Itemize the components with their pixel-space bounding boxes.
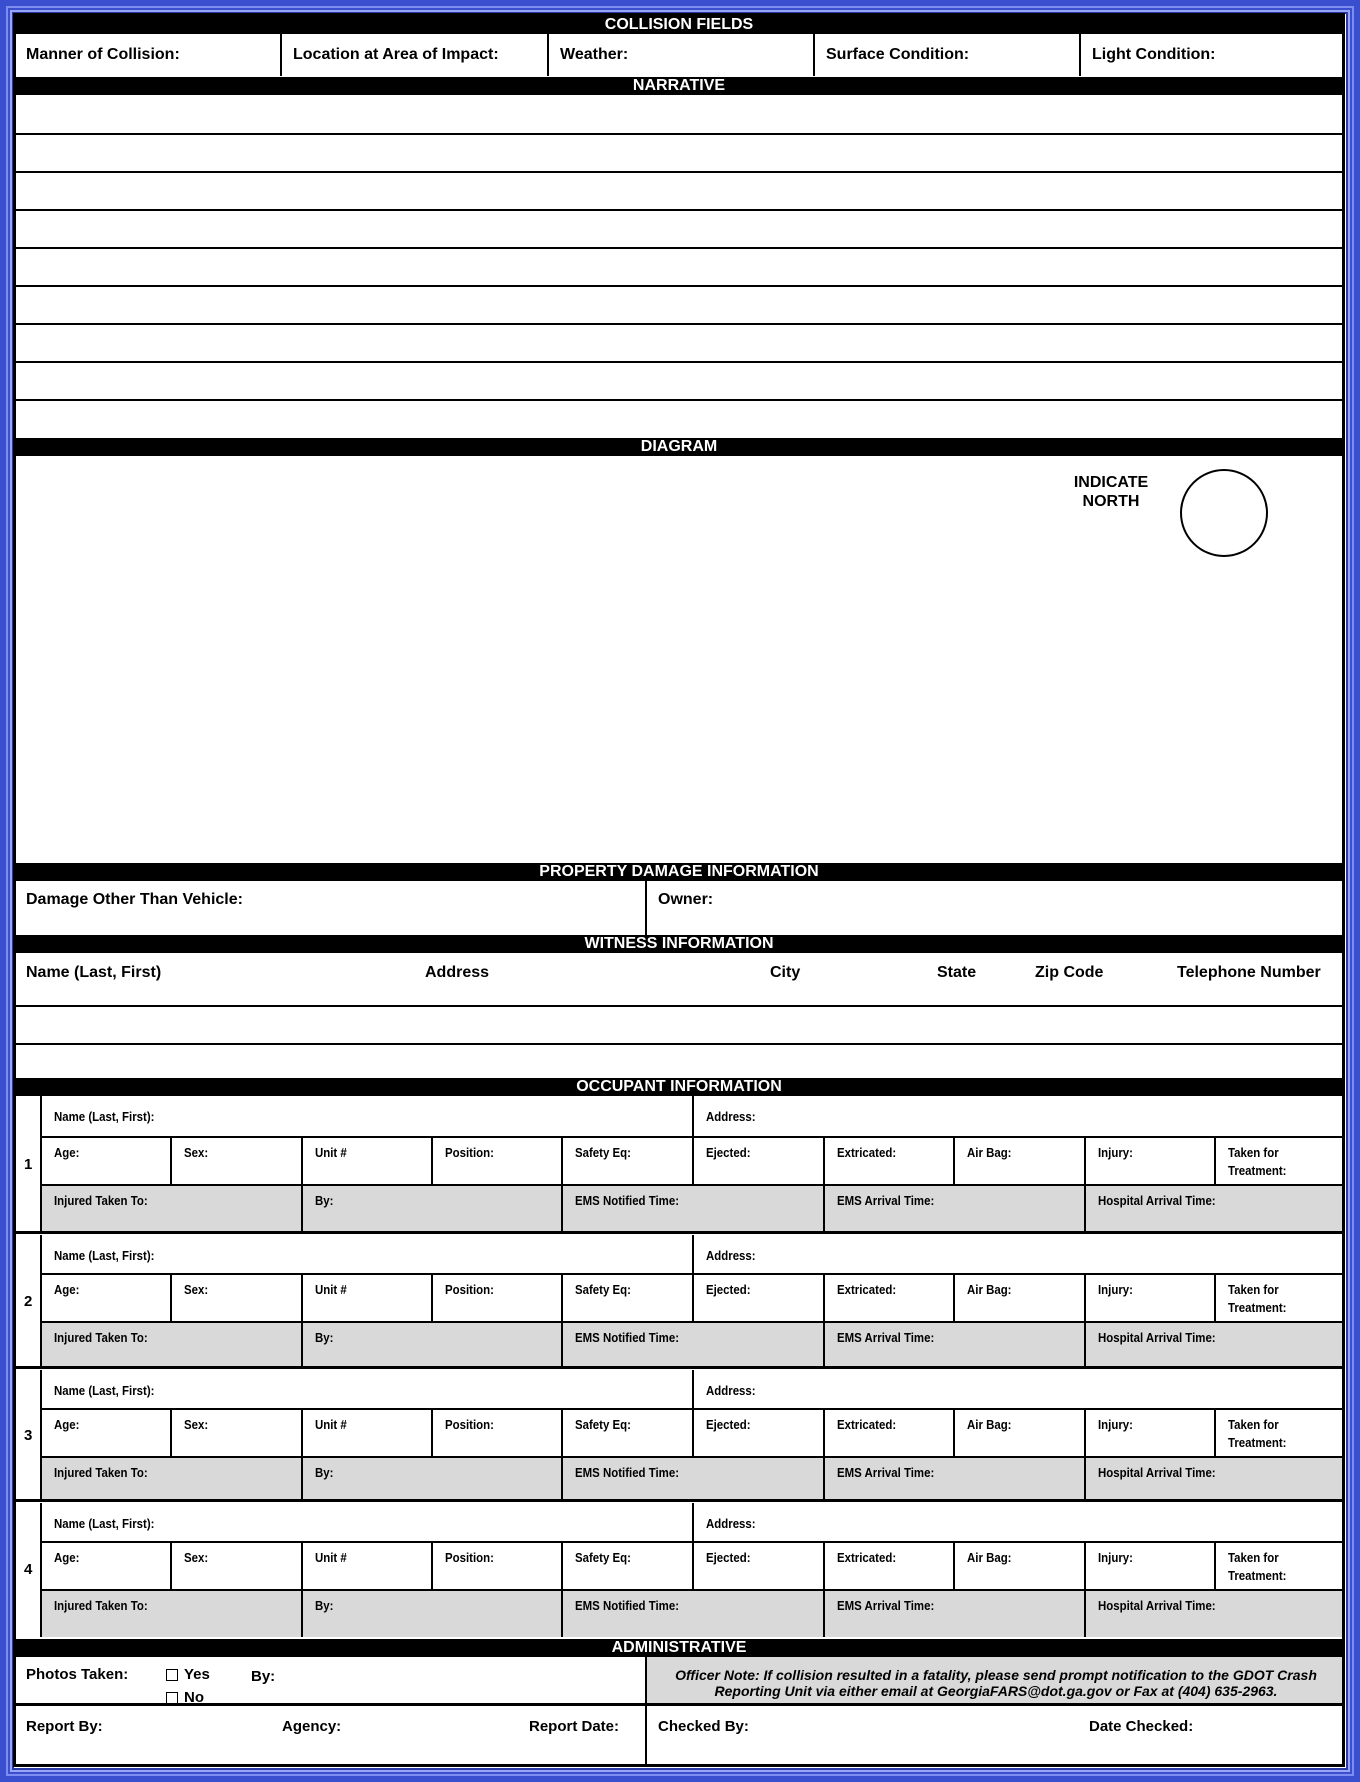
occupant-age-label: Age: [54,1145,80,1160]
witness-zip-column: Zip Code [1035,964,1104,981]
occupant-ems_notified-field[interactable] [575,1464,693,1482]
witness-address-column: Address [425,964,490,981]
occupant-ems_notified-field[interactable] [575,1329,693,1347]
occupant-extricated-field[interactable] [837,1416,904,1434]
occupant-ems_arrival-field[interactable] [837,1329,948,1347]
occupant-hospital-label: Hospital Arrival Time: [1098,1193,1216,1208]
narrative-text-area[interactable] [16,95,1342,455]
occupant-number: 3 [24,1426,33,1444]
checked-by-field[interactable]: Checked By: [658,1718,749,1735]
occupant-unit-field[interactable] [315,1416,351,1434]
occupant-age-label: Age: [54,1550,80,1565]
occupant-name-label: Name (Last, First): [54,1248,155,1263]
occupant-injured_to-field[interactable] [54,1464,160,1482]
occupant-safety-field[interactable] [575,1549,639,1567]
occupant-age-field[interactable] [54,1281,83,1299]
photos-yes-checkbox[interactable] [166,1669,178,1681]
photos-by-field[interactable]: By: [251,1668,276,1685]
witness-row-1[interactable] [16,1007,1342,1043]
light-condition-field[interactable]: Light Condition: [1092,46,1216,63]
witness-name-column: Name (Last, First) [26,964,162,981]
occupant-position-label: Position: [445,1145,494,1160]
occupant-injury-label: Injury: [1098,1282,1133,1297]
occupant-ejected-label: Ejected: [706,1282,751,1297]
occupant-ems_arrival-label: EMS Arrival Time: [837,1465,935,1480]
officer-note: Officer Note: If collision resulted in a fatality, please send prompt notification to the GDOT Crash Reporting Unit via either email at GeorgiaFARS@dot.ga.gov or Fax at (404) 635-2963. [675,1667,1317,1699]
diagram-header: DIAGRAM [16,438,1342,456]
occupant-age-label: Age: [54,1282,80,1297]
taken-line2: Treatment: [1228,1300,1287,1315]
occupant-ems_arrival-label: EMS Arrival Time: [837,1330,935,1345]
occupant-airbag-label: Air Bag: [967,1550,1012,1565]
occupant-ems_notified-field[interactable] [575,1192,693,1210]
occupant-hospital-label: Hospital Arrival Time: [1098,1330,1216,1345]
occupant-by-label: By: [315,1598,334,1613]
agency-field[interactable]: Agency: [282,1718,342,1735]
occupant-taken-for-treatment-field[interactable] [1228,1416,1294,1452]
occupant-ems_arrival-field[interactable] [837,1192,948,1210]
occupant-ejected-field[interactable] [706,1416,757,1434]
occupant-position-label: Position: [445,1282,494,1297]
occupant-position-field[interactable] [445,1549,501,1567]
occupant-ejected-label: Ejected: [706,1145,751,1160]
occupant-safety-label: Safety Eq: [575,1550,631,1565]
occupant-injury-field[interactable] [1098,1144,1138,1162]
occupant-name-label: Name (Last, First): [54,1383,155,1398]
occupant-sex-field[interactable] [184,1144,211,1162]
indicate-north-line1: INDICATE [1073,474,1149,491]
occupant-ejected-field[interactable] [706,1281,757,1299]
occupant-ems_notified-field[interactable] [575,1597,693,1615]
occupant-ems_arrival-label: EMS Arrival Time: [837,1193,935,1208]
occupant-safety-field[interactable] [575,1416,639,1434]
occupant-injury-label: Injury: [1098,1145,1133,1160]
photos-no-label: No [184,1689,204,1706]
weather-field[interactable]: Weather: [560,46,629,63]
occupant-by-field[interactable] [315,1597,336,1615]
occupant-taken-for-treatment-field[interactable] [1228,1549,1294,1585]
occupant-ems_notified-label: EMS Notified Time: [575,1465,680,1480]
administrative-header: ADMINISTRATIVE [16,1639,1342,1657]
collision-fields-header: COLLISION FIELDS [16,16,1342,34]
occupant-safety-field[interactable] [575,1144,639,1162]
occupant-sex-label: Sex: [184,1145,209,1160]
diagram-drawing-area[interactable] [16,456,1342,861]
occupant-ejected-field[interactable] [706,1549,757,1567]
occupant-unit-label: Unit # [315,1282,347,1297]
witness-state-column: State [937,964,977,981]
occupant-by-label: By: [315,1330,334,1345]
occupant-hospital-label: Hospital Arrival Time: [1098,1598,1216,1613]
occupant-sex-field[interactable] [184,1416,211,1434]
occupant-sex-label: Sex: [184,1282,209,1297]
occupant-address-field[interactable] [706,1515,762,1533]
occupant-airbag-field[interactable] [967,1416,1018,1434]
report-by-field[interactable]: Report By: [26,1718,103,1735]
date-checked-field[interactable]: Date Checked: [1089,1718,1194,1735]
report-date-field[interactable]: Report Date: [529,1718,620,1735]
occupant-hospital-field[interactable] [1098,1329,1232,1347]
occupant-injury-field[interactable] [1098,1549,1138,1567]
occupant-injury-label: Injury: [1098,1417,1133,1432]
occupant-unit-label: Unit # [315,1550,347,1565]
occupant-address-field[interactable] [706,1247,762,1265]
occupant-injury-field[interactable] [1098,1416,1138,1434]
occupant-injury-field[interactable] [1098,1281,1138,1299]
north-compass-circle[interactable] [1180,469,1268,557]
occupant-sex-field[interactable] [184,1281,211,1299]
manner-of-collision-field[interactable]: Manner of Collision: [26,46,180,63]
taken-line2: Treatment: [1228,1163,1287,1178]
surface-condition-field[interactable]: Surface Condition: [826,46,970,63]
witness-phone-column: Telephone Number [1177,964,1321,981]
indicate-north-line2: NORTH [1082,493,1140,510]
occupant-by-field[interactable] [315,1192,336,1210]
occupant-injury-label: Injury: [1098,1550,1133,1565]
occupant-taken-for-treatment-field[interactable] [1228,1144,1294,1180]
occupant-ems_arrival-field[interactable] [837,1464,948,1482]
crash-report-form [13,13,1345,1767]
occupant-number: 4 [24,1561,33,1578]
photos-yes-label: Yes [184,1666,210,1683]
occupant-age-label: Age: [54,1417,80,1432]
occupant-injured_to-field[interactable] [54,1597,160,1615]
occupant-unit-field[interactable] [315,1549,351,1567]
occupant-hospital-field[interactable] [1098,1464,1232,1482]
occupant-ems_arrival-label: EMS Arrival Time: [837,1598,935,1613]
property-owner-field[interactable]: Owner: [658,891,714,908]
witness-city-column: City [770,964,801,981]
occupant-age-field[interactable] [54,1144,83,1162]
occupant-unit-label: Unit # [315,1417,347,1432]
occupant-unit-field[interactable] [315,1144,351,1162]
occupant-address-label: Address: [706,1109,756,1124]
occupant-address-label: Address: [706,1248,756,1263]
occupant-address-field[interactable] [706,1382,762,1400]
occupant-unit-field[interactable] [315,1281,351,1299]
occupant-taken-for-treatment-field[interactable] [1228,1281,1294,1317]
occupant-safety-label: Safety Eq: [575,1417,631,1432]
occupant-sex-label: Sex: [184,1417,209,1432]
occupant-safety-field[interactable] [575,1281,639,1299]
occupant-extricated-label: Extricated: [837,1550,897,1565]
photos-no-option[interactable] [166,1689,204,1706]
occupant-injured_to-field[interactable] [54,1192,160,1210]
occupant-injured_to-label: Injured Taken To: [54,1465,148,1480]
occupant-position-field[interactable] [445,1416,501,1434]
occupant-name-field[interactable] [54,1247,168,1265]
occupant-position-label: Position: [445,1550,494,1565]
taken-line2: Treatment: [1228,1435,1287,1450]
occupant-name-field[interactable] [54,1382,168,1400]
taken-line1: Taken for [1228,1550,1279,1565]
occupant-hospital-field[interactable] [1098,1597,1232,1615]
taken-line1: Taken for [1228,1145,1279,1160]
occupant-sex-field[interactable] [184,1549,211,1567]
occupant-extricated-field[interactable] [837,1144,904,1162]
occupant-ems_notified-label: EMS Notified Time: [575,1193,680,1208]
occupant-injured_to-label: Injured Taken To: [54,1598,148,1613]
occupant-by-label: By: [315,1193,334,1208]
occupant-extricated-label: Extricated: [837,1417,897,1432]
occupant-age-field[interactable] [54,1416,83,1434]
occupant-airbag-field[interactable] [967,1281,1018,1299]
occupant-hospital-label: Hospital Arrival Time: [1098,1465,1216,1480]
occupant-extricated-field[interactable] [837,1549,904,1567]
taken-line1: Taken for [1228,1417,1279,1432]
occupant-airbag-field[interactable] [967,1549,1018,1567]
occupant-ejected-field[interactable] [706,1144,757,1162]
occupant-number: 1 [24,1155,33,1173]
photos-yes-option[interactable] [166,1666,210,1683]
occupant-injured_to-label: Injured Taken To: [54,1330,148,1345]
occupant-address-field[interactable] [706,1108,762,1126]
occupant-sex-label: Sex: [184,1550,209,1565]
photos-no-checkbox[interactable] [166,1692,178,1704]
occupant-extricated-field[interactable] [837,1281,904,1299]
occupant-address-label: Address: [706,1383,756,1398]
occupant-by-field[interactable] [315,1464,336,1482]
occupant-extricated-label: Extricated: [837,1282,897,1297]
occupant-by-label: By: [315,1465,334,1480]
occupant-ejected-label: Ejected: [706,1417,751,1432]
occupant-injured_to-label: Injured Taken To: [54,1193,148,1208]
taken-line2: Treatment: [1228,1568,1287,1583]
occupant-ems_arrival-field[interactable] [837,1597,948,1615]
photos-taken-label: Photos Taken: [26,1666,129,1683]
occupant-address-label: Address: [706,1516,756,1531]
occupant-extricated-label: Extricated: [837,1145,897,1160]
occupant-position-field[interactable] [445,1281,501,1299]
occupant-airbag-field[interactable] [967,1144,1018,1162]
occupant-unit-label: Unit # [315,1145,347,1160]
occupant-airbag-label: Air Bag: [967,1282,1012,1297]
occupant-name-field[interactable] [54,1515,168,1533]
occupant-safety-label: Safety Eq: [575,1282,631,1297]
property-damage-header: PROPERTY DAMAGE INFORMATION [16,863,1342,881]
indicate-north-label [1066,473,1156,511]
occupant-by-field[interactable] [315,1329,336,1347]
taken-line1: Taken for [1228,1282,1279,1297]
location-area-of-impact-field[interactable]: Location at Area of Impact: [293,46,499,63]
witness-row-2[interactable] [16,1045,1342,1077]
occupant-position-field[interactable] [445,1144,501,1162]
witness-information-header: WITNESS INFORMATION [16,935,1342,953]
damage-other-than-vehicle-field[interactable]: Damage Other Than Vehicle: [26,891,243,908]
occupant-name-field[interactable] [54,1108,168,1126]
occupant-age-field[interactable] [54,1549,83,1567]
occupant-position-label: Position: [445,1417,494,1432]
occupant-hospital-field[interactable] [1098,1192,1232,1210]
occupant-name-label: Name (Last, First): [54,1516,155,1531]
narrative-header: NARRATIVE [16,77,1342,95]
occupant-injured_to-field[interactable] [54,1329,160,1347]
occupant-name-label: Name (Last, First): [54,1109,155,1124]
occupant-ems_notified-label: EMS Notified Time: [575,1330,680,1345]
occupant-airbag-label: Air Bag: [967,1145,1012,1160]
occupant-ejected-label: Ejected: [706,1550,751,1565]
occupant-information-header: OCCUPANT INFORMATION [16,1078,1342,1096]
occupant-airbag-label: Air Bag: [967,1417,1012,1432]
occupant-ems_notified-label: EMS Notified Time: [575,1598,680,1613]
occupant-safety-label: Safety Eq: [575,1145,631,1160]
occupant-number: 2 [24,1292,33,1310]
